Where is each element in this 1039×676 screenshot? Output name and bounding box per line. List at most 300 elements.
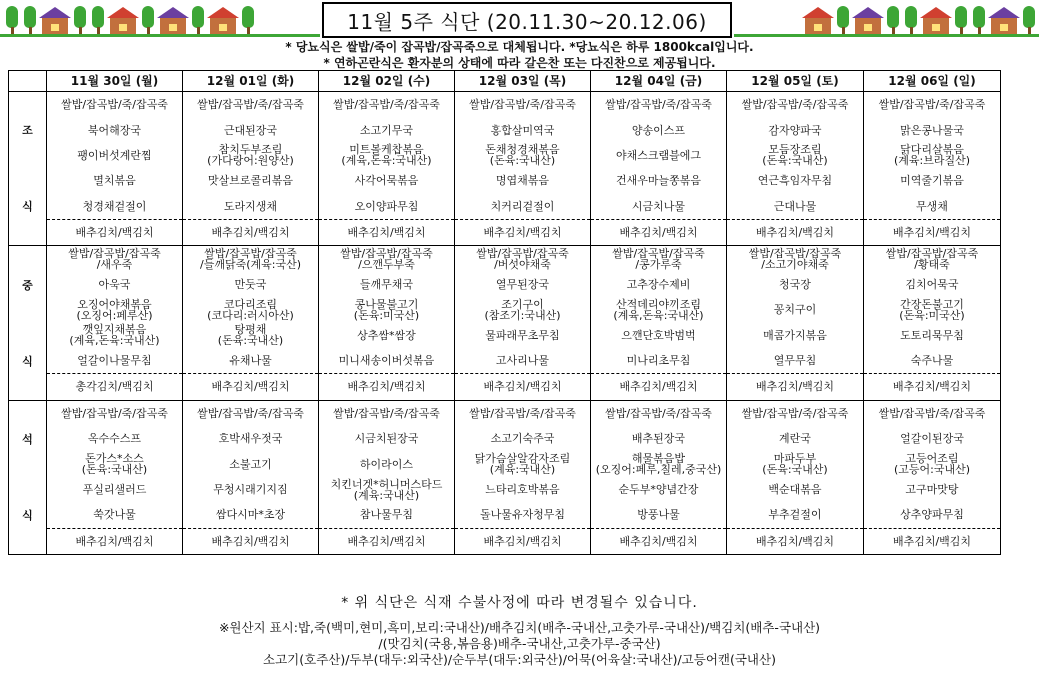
menu-item-text: 소불고기	[229, 457, 272, 471]
menu-item-text: 배추된장국	[631, 432, 686, 446]
menu-item-text: 쌀밥/잡곡밥/잡곡죽 /들깨닭죽(계육:국산)	[199, 247, 301, 272]
menu-item	[47, 374, 182, 399]
diet-note: * 당뇨식은 쌀밥/죽이 잡곡밥/잡곡죽으로 대체됩니다. *당뇨식은 하루 1800kcal입니다.	[285, 40, 754, 54]
menu-item	[319, 323, 454, 348]
menu-item	[591, 477, 726, 502]
day-header: 12월 04일 (금)	[591, 71, 727, 92]
menu-cell	[727, 92, 864, 246]
menu-item-text: 하이라이스	[359, 457, 414, 471]
menu-item	[864, 194, 1000, 220]
menu-item	[864, 117, 1000, 142]
menu-item-text: 쌀밥/잡곡밥/죽/잡곡죽	[878, 406, 986, 420]
menu-item	[183, 272, 318, 297]
menu-item	[319, 401, 454, 426]
menu-item	[319, 477, 454, 502]
menu-item-text: 북어해장국	[87, 123, 142, 137]
menu-item-text: 무청시래기지짐	[213, 483, 288, 497]
menu-item	[47, 92, 182, 117]
menu-item-text: 배추김치/백김치	[483, 380, 562, 394]
header-decoration-right	[805, 2, 1035, 36]
tree-icon	[1023, 6, 1035, 36]
menu-item	[591, 194, 726, 220]
menu-item	[727, 92, 863, 117]
menu-item-text: 쌀밥/잡곡밥/죽/잡곡죽	[333, 406, 440, 420]
menu-item-text: 만둣국	[234, 277, 267, 291]
menu-item	[183, 246, 318, 271]
meal-label-top: 조	[22, 124, 33, 138]
menu-cell	[864, 92, 1001, 246]
menu-item-text: 배추김치/백김치	[211, 380, 290, 394]
menu-item-text: 배추김치/백김치	[483, 226, 562, 240]
menu-item-text: 쌀밥/잡곡밥/죽/잡곡죽	[61, 406, 168, 420]
origin-line: /(맛김치(국용,볶음용)배추-국내산,고춧가루-중국산)	[378, 636, 661, 651]
menu-item-text: 쌀밥/잡곡밥/잡곡죽 /소고기야채죽	[748, 247, 842, 272]
menu-item	[727, 323, 863, 348]
menu-item	[864, 220, 1000, 245]
menu-item	[864, 374, 1000, 399]
menu-item-text: 배추김치/백김치	[892, 226, 972, 240]
meal-label	[9, 246, 47, 400]
menu-cell	[47, 246, 183, 400]
menu-item-text: 쌀밥/잡곡밥/잡곡죽 /버섯야채죽	[476, 247, 569, 272]
menu-item-text: 배추김치/백김치	[892, 534, 972, 548]
menu-item	[864, 92, 1000, 117]
menu-item-text: 소고기숙주국	[490, 432, 555, 446]
menu-item	[47, 426, 182, 451]
menu-item	[183, 374, 318, 399]
menu-cell	[183, 246, 319, 400]
menu-item-text: 조기구이 (참조기:국내산)	[484, 297, 561, 322]
menu-item-text: 미트볼케찹볶음 (계육,돈육:국내산)	[341, 143, 432, 168]
grass-strip	[0, 34, 320, 37]
menu-item	[319, 246, 454, 271]
tree-icon	[192, 6, 204, 36]
menu-item-text: 쌀밥/잡곡밥/죽/잡곡죽	[605, 406, 712, 420]
menu-item	[319, 502, 454, 528]
menu-item-text: 도토리묵무침	[900, 328, 964, 342]
menu-item	[864, 246, 1000, 271]
menu-item-text: 돈가스*소스 (돈육:국내산)	[81, 452, 148, 477]
menu-item-text: 맛살브로콜리볶음	[207, 174, 293, 188]
menu-item-text: 부추겉절이	[768, 508, 822, 522]
menu-item	[319, 143, 454, 168]
menu-item	[727, 374, 863, 399]
menu-item	[319, 426, 454, 451]
menu-item-text: 연근흑임자무침	[757, 174, 833, 188]
menu-item-text: 물파래무초무침	[485, 328, 560, 342]
menu-item-text: 느타리호박볶음	[485, 483, 560, 497]
menu-item	[47, 477, 182, 502]
menu-item-text: 백순대볶음	[768, 483, 822, 497]
menu-item-text: 배추김치/백김치	[755, 226, 835, 240]
menu-item-text: 방풍나물	[637, 508, 680, 522]
menu-item	[591, 529, 726, 554]
menu-item-text: 산적데리야끼조림 (계육,돈육:국내산)	[613, 297, 704, 322]
menu-cell	[47, 92, 183, 246]
menu-item-text: 배추김치/백김치	[75, 226, 154, 240]
menu-item	[864, 426, 1000, 451]
menu-item-text: 쌀밥/잡곡밥/죽/잡곡죽	[61, 98, 168, 112]
meal-label-top: 석	[22, 432, 33, 446]
menu-item	[455, 92, 590, 117]
menu-item-text: 호박새우젓국	[218, 432, 283, 446]
menu-item	[455, 194, 590, 220]
menu-item	[319, 374, 454, 399]
menu-item-text: 오이양파무침	[354, 199, 419, 213]
menu-item	[727, 117, 863, 142]
tree-icon	[837, 6, 849, 36]
meal-label-top: 중	[22, 278, 33, 292]
menu-item	[455, 297, 590, 322]
menu-item	[864, 502, 1000, 528]
menu-item	[455, 348, 590, 374]
menu-item	[727, 348, 863, 374]
menu-item-text: 총각김치/백김치	[75, 380, 154, 394]
menu-item-text: 참나물무침	[359, 508, 414, 522]
menu-item-text: 해물볶음밥 (오징어:페루,칠레,중국산)	[595, 452, 722, 477]
menu-item	[591, 272, 726, 297]
menu-item	[319, 92, 454, 117]
menu-cell	[183, 92, 319, 246]
menu-cell	[319, 400, 455, 554]
origin-line: 소고기(호주산)/두부(대두:외국산)/순두부(대두:외국산)/어묵(어육살:국내산)/고등어캔(국내산)	[263, 652, 776, 667]
meal-label	[9, 400, 47, 554]
tree-icon	[242, 6, 254, 36]
menu-cell	[864, 400, 1001, 554]
menu-item	[727, 194, 863, 220]
menu-item	[455, 117, 590, 142]
menu-item-text: 청경채겉절이	[82, 199, 147, 213]
menu-item	[864, 272, 1000, 297]
menu-item	[455, 529, 590, 554]
menu-item-text: 들깨무채국	[359, 277, 414, 291]
menu-item	[591, 143, 726, 168]
menu-item	[47, 348, 182, 374]
menu-item-text: 고사리나물	[495, 354, 550, 368]
menu-item-text: 쌀밥/잡곡밥/죽/잡곡죽	[605, 98, 712, 112]
menu-item	[864, 401, 1000, 426]
menu-item-text: 도라지생채	[223, 199, 278, 213]
menu-item-text: 돈채청경채볶음 (돈육:국내산)	[485, 143, 560, 168]
menu-item-text: 돌나물유자청무침	[479, 508, 565, 522]
meal-label-bottom: 식	[22, 354, 33, 368]
day-header: 12월 06일 (일)	[864, 71, 1001, 92]
menu-item	[455, 246, 590, 271]
menu-item	[47, 246, 182, 271]
menu-item	[591, 348, 726, 374]
menu-item-text: 쌀밥/잡곡밥/잡곡죽 /새우죽	[68, 247, 161, 272]
menu-item-text: 꽁치구이	[773, 303, 817, 317]
menu-item	[47, 401, 182, 426]
menu-item	[183, 401, 318, 426]
menu-item-text: 쑥갓나물	[93, 508, 136, 522]
menu-item	[319, 194, 454, 220]
menu-item-text: 무생채	[916, 199, 948, 213]
menu-cell	[455, 400, 591, 554]
menu-item	[183, 117, 318, 142]
menu-item	[319, 529, 454, 554]
menu-item-text: 열무무침	[773, 354, 817, 368]
menu-item	[47, 451, 182, 476]
menu-cell	[727, 400, 864, 554]
tree-icon	[887, 6, 899, 36]
header-decoration-left	[6, 2, 254, 36]
menu-item-text: 푸실리샐러드	[82, 483, 147, 497]
menu-item	[319, 272, 454, 297]
menu-item-text: 으깬단호박범벅	[621, 328, 696, 342]
tree-icon	[74, 6, 86, 36]
meal-label	[9, 92, 47, 246]
menu-item	[727, 529, 863, 554]
menu-item	[319, 117, 454, 142]
menu-item	[319, 297, 454, 322]
day-header: 12월 01일 (화)	[183, 71, 319, 92]
menu-item	[455, 168, 590, 193]
menu-item-text: 시금치나물	[631, 199, 686, 213]
menu-item-text: 순두부*양념간장	[618, 483, 699, 497]
menu-item-text: 배추김치/백김치	[347, 226, 426, 240]
menu-item-text: 닭가슴살알감자조림 (계육:국내산)	[474, 452, 571, 477]
menu-item-text: 쌀밥/잡곡밥/죽/잡곡죽	[197, 406, 304, 420]
menu-item-text: 배추김치/백김치	[619, 226, 698, 240]
menu-item-text: 배추김치/백김치	[211, 534, 290, 548]
menu-item	[864, 529, 1000, 554]
menu-item-text: 고구마맛탕	[905, 483, 959, 497]
tree-icon	[92, 6, 104, 36]
menu-item	[183, 92, 318, 117]
menu-item	[864, 451, 1000, 476]
table-header-row	[9, 71, 1001, 92]
menu-item-text: 치커리겉절이	[490, 199, 555, 213]
menu-item	[591, 168, 726, 193]
menu-item-text: 배추김치/백김치	[483, 534, 562, 548]
menu-cell	[319, 246, 455, 400]
origin-line: ※원산지 표시:밥,죽(백미,현미,흑미,보리:국내산)/배추김치(배추-국내산,고춧가루-국내산)/백김치(배추-국내산)	[218, 620, 821, 635]
menu-item-text: 아욱국	[98, 277, 131, 291]
menu-item	[727, 502, 863, 528]
menu-item	[591, 451, 726, 476]
menu-item	[591, 502, 726, 528]
menu-item	[864, 477, 1000, 502]
menu-item	[727, 426, 863, 451]
menu-item	[727, 272, 863, 297]
menu-item	[47, 143, 182, 168]
menu-item	[183, 194, 318, 220]
menu-item-text: 계란국	[779, 432, 811, 446]
menu-item	[727, 168, 863, 193]
menu-item	[455, 220, 590, 245]
menu-cell	[591, 92, 727, 246]
menu-item-text: 쌀밥/잡곡밥/죽/잡곡죽	[741, 406, 849, 420]
menu-item	[591, 220, 726, 245]
origin-info	[0, 620, 1039, 668]
menu-item	[864, 168, 1000, 193]
grass-strip	[734, 34, 1039, 37]
menu-item-text: 쌀밥/잡곡밥/잡곡죽 /황태죽	[885, 247, 979, 272]
menu-item	[183, 477, 318, 502]
meal-label-bottom: 식	[22, 508, 33, 522]
menu-item	[455, 401, 590, 426]
day-header: 11월 30일 (월)	[47, 71, 183, 92]
menu-cell	[591, 400, 727, 554]
menu-item-text: 미니새송이버섯볶음	[338, 354, 435, 368]
menu-item-text: 쌀밥/잡곡밥/죽/잡곡죽	[878, 98, 986, 112]
menu-item	[591, 401, 726, 426]
menu-item	[47, 502, 182, 528]
menu-cell	[455, 246, 591, 400]
menu-item-text: 쌀밥/잡곡밥/죽/잡곡죽	[469, 406, 576, 420]
tree-icon	[6, 6, 18, 36]
menu-item-text: 명엽채볶음	[495, 174, 550, 188]
menu-item-text: 배추김치/백김치	[211, 226, 290, 240]
menu-item	[727, 246, 863, 271]
menu-item	[47, 323, 182, 348]
menu-item	[183, 348, 318, 374]
menu-item-text: 얼갈이나물무침	[77, 354, 152, 368]
menu-item	[183, 323, 318, 348]
menu-item-text: 배추김치/백김치	[347, 534, 426, 548]
corner-cell	[9, 71, 47, 92]
menu-item-text: 쌀밥/잡곡밥/잡곡죽 /으깬두부죽	[340, 247, 433, 272]
menu-item-text: 치킨너겟*허니머스타드 (계육:국내산)	[330, 477, 443, 502]
menu-item-text: 숙주나물	[910, 354, 954, 368]
page-title: 11월 5주 식단 (20.11.30~20.12.06)	[322, 2, 732, 38]
menu-item	[864, 143, 1000, 168]
menu-item	[183, 426, 318, 451]
menu-item-text: 맑은콩나물국	[900, 123, 964, 137]
menu-item-text: 옥수수스프	[87, 432, 142, 446]
tree-icon	[24, 6, 36, 36]
menu-item-text: 배추김치/백김치	[619, 534, 698, 548]
menu-item-text: 쌀밥/잡곡밥/죽/잡곡죽	[197, 98, 304, 112]
menu-item	[455, 323, 590, 348]
menu-item-text: 감자양파국	[768, 123, 822, 137]
menu-item	[864, 348, 1000, 374]
menu-item-text: 배추김치/백김치	[892, 380, 972, 394]
menu-item-text: 참치두부조림 (가다랑어:원양산)	[207, 143, 294, 168]
menu-item	[591, 246, 726, 271]
menu-item	[47, 272, 182, 297]
menu-item-text: 고등어조림 (고등어:국내산)	[893, 452, 971, 477]
menu-item-text: 닭다리살볶음 (계육:브라질산)	[893, 143, 971, 168]
menu-item-text: 쌈다시마*초장	[215, 508, 286, 522]
menu-item	[47, 168, 182, 193]
meal-label-bottom: 식	[22, 200, 33, 214]
meal-row	[9, 246, 1001, 400]
menu-item-text: 오징어야채볶음 (오징어:페루산)	[76, 297, 153, 322]
menu-cell	[864, 246, 1001, 400]
menu-item	[319, 451, 454, 476]
menu-item-text: 팽이버섯계란찜	[77, 148, 152, 162]
menu-cell	[727, 246, 864, 400]
menu-item	[591, 117, 726, 142]
day-header: 12월 02일 (수)	[319, 71, 455, 92]
menu-item-text: 쌀밥/잡곡밥/죽/잡곡죽	[469, 98, 576, 112]
menu-item	[319, 348, 454, 374]
menu-item-text: 쌀밥/잡곡밥/죽/잡곡죽	[333, 98, 440, 112]
menu-item	[727, 401, 863, 426]
menu-cell	[47, 400, 183, 554]
menu-item-text: 유채나물	[229, 354, 272, 368]
menu-item-text: 상추쌈*쌈장	[357, 328, 416, 342]
menu-item	[591, 92, 726, 117]
menu-item	[183, 451, 318, 476]
menu-item	[47, 117, 182, 142]
menu-item-text: 근대된장국	[223, 123, 278, 137]
menu-cell	[455, 92, 591, 246]
menu-item	[183, 168, 318, 193]
menu-item-text: 미나리초무침	[626, 354, 691, 368]
diet-note: * 연하곤란식은 환자분의 상태에 따라 갈은찬 또는 다진찬으로 제공됩니다.	[323, 56, 716, 70]
menu-item-text: 매콤가지볶음	[763, 328, 827, 342]
menu-item	[47, 529, 182, 554]
menu-item-text: 열무된장국	[495, 277, 550, 291]
menu-item-text: 건새우마늘쫑볶음	[615, 174, 701, 188]
tree-icon	[973, 6, 985, 36]
menu-item	[455, 426, 590, 451]
menu-item	[455, 502, 590, 528]
menu-item-text: 홍합살미역국	[490, 123, 555, 137]
menu-item-text: 야채스크램블에그	[615, 148, 701, 162]
menu-item-text: 사각어묵볶음	[354, 174, 419, 188]
menu-item	[455, 451, 590, 476]
menu-item	[727, 297, 863, 322]
menu-item	[319, 220, 454, 245]
menu-item-text: 시금치된장국	[354, 432, 419, 446]
change-notice: * 위 식단은 식재 수불사정에 따라 변경될수 있습니다.	[341, 595, 698, 611]
menu-item	[864, 297, 1000, 322]
menu-item	[455, 272, 590, 297]
menu-item-text: 김치어묵국	[905, 277, 959, 291]
menu-cell	[183, 400, 319, 554]
meal-row	[9, 400, 1001, 554]
menu-item-text: 배추김치/백김치	[75, 534, 154, 548]
menu-item	[591, 374, 726, 399]
meal-row	[9, 92, 1001, 246]
menu-item	[183, 297, 318, 322]
menu-item	[455, 374, 590, 399]
menu-item	[183, 143, 318, 168]
weekly-menu-table	[8, 70, 1001, 555]
tree-icon	[905, 6, 917, 36]
menu-item-text: 코다리조림 (코다리:러시아산)	[207, 297, 294, 322]
menu-item-text: 소고기무국	[359, 123, 414, 137]
menu-item	[727, 451, 863, 476]
menu-item	[591, 323, 726, 348]
menu-item-text: 배추김치/백김치	[619, 380, 698, 394]
menu-item	[591, 426, 726, 451]
menu-cell	[591, 246, 727, 400]
menu-item	[183, 220, 318, 245]
menu-item-text: 청국장	[779, 277, 811, 291]
menu-item-text: 깻잎지채볶음 (계육,돈육:국내산)	[69, 323, 160, 348]
tree-icon	[955, 6, 967, 36]
tree-icon	[142, 6, 154, 36]
menu-item-text: 쌀밥/잡곡밥/죽/잡곡죽	[741, 98, 849, 112]
menu-item-text: 쌀밥/잡곡밥/잡곡죽 /콩가루죽	[612, 247, 705, 272]
menu-item	[47, 194, 182, 220]
menu-item-text: 고추장수제비	[626, 277, 691, 291]
day-header: 12월 05일 (토)	[727, 71, 864, 92]
menu-item	[47, 297, 182, 322]
menu-item-text: 콩나물불고기 (돈육:미국산)	[353, 297, 420, 322]
menu-item	[591, 297, 726, 322]
menu-item	[727, 143, 863, 168]
menu-item-text: 양송이스프	[631, 123, 686, 137]
day-header: 12월 03일 (목)	[455, 71, 591, 92]
menu-item-text: 배추김치/백김치	[347, 380, 426, 394]
menu-cell	[319, 92, 455, 246]
